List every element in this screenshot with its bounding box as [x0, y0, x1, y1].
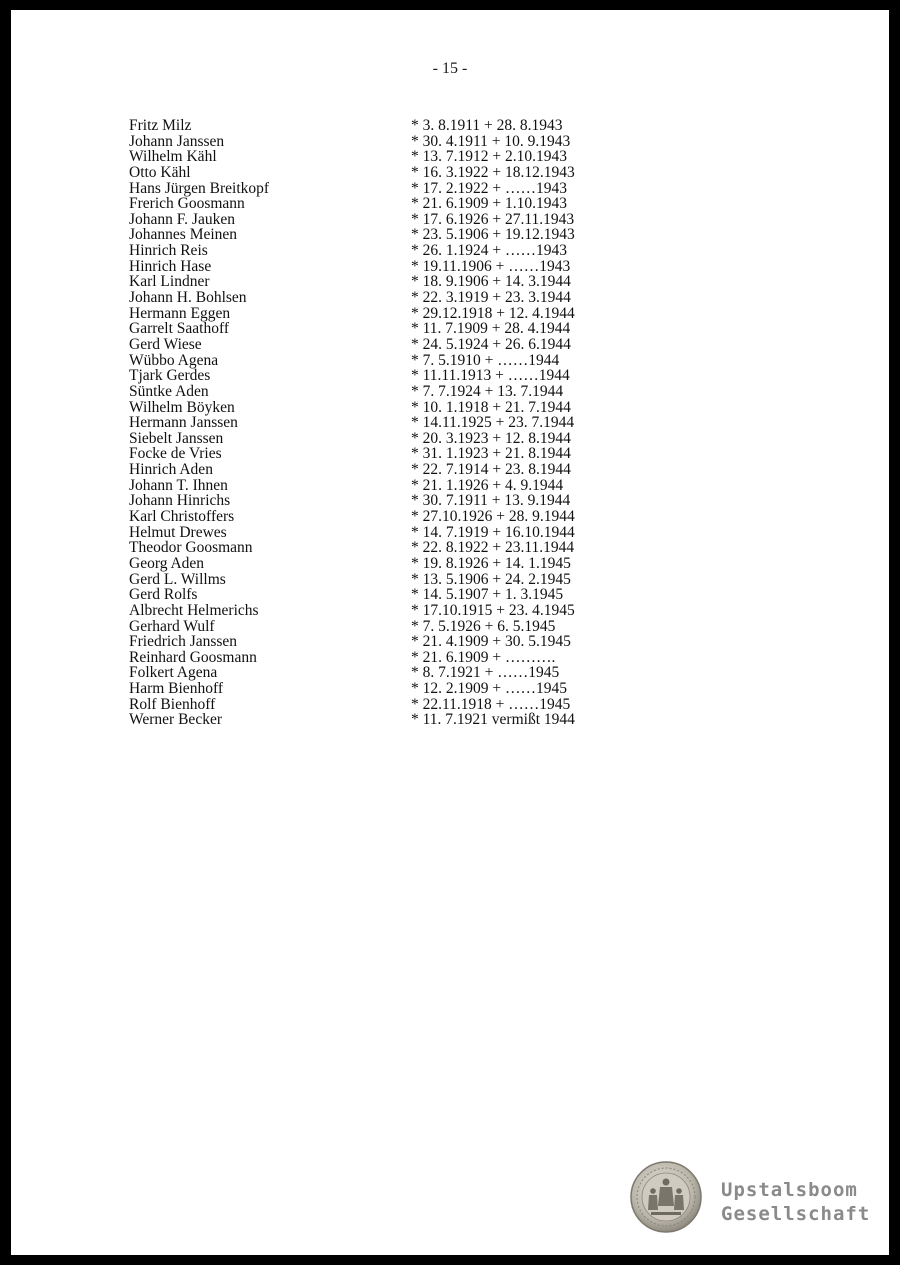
- person-name: Johannes Meinen: [129, 226, 238, 244]
- person-name: Karl Christoffers: [129, 508, 235, 526]
- list-item: [129, 572, 689, 588]
- life-dates: * 22.11.1918 + ……1945: [411, 695, 571, 713]
- person-name: Wilhelm Kähl: [129, 148, 217, 166]
- list-item: [129, 462, 689, 478]
- list-item: [129, 431, 689, 447]
- list-item: [129, 712, 689, 728]
- life-dates: * 14. 7.1919 + 16.10.1944: [411, 523, 575, 541]
- list-item: [129, 196, 689, 212]
- person-name: Wübbo Agena: [129, 351, 219, 369]
- person-name: Werner Becker: [129, 711, 222, 729]
- person-name: Johann F. Jauken: [129, 210, 235, 228]
- life-dates: * 23. 5.1906 + 19.12.1943: [411, 226, 575, 244]
- life-dates: * 19. 8.1926 + 14. 1.1945: [411, 554, 571, 572]
- person-name: Albrecht Helmerichs: [129, 601, 259, 619]
- list-item: [129, 478, 689, 494]
- seal-icon: [629, 1160, 703, 1234]
- person-name: Süntke Aden: [129, 382, 209, 400]
- person-name: Hinrich Aden: [129, 461, 213, 479]
- life-dates: * 21. 1.1926 + 4. 9.1944: [411, 476, 564, 494]
- list-item: [129, 556, 689, 572]
- life-dates: * 17.10.1915 + 23. 4.1945: [411, 601, 575, 619]
- list-item: [129, 290, 689, 306]
- person-name: Helmut Drewes: [129, 523, 227, 541]
- list-item: [129, 681, 689, 697]
- list-item: [129, 306, 689, 322]
- person-name: Tjark Gerdes: [129, 367, 211, 385]
- person-name: Otto Kähl: [129, 163, 191, 181]
- life-dates: * 17. 2.1922 + ……1943: [411, 179, 567, 197]
- society-name-line2: Gesellschaft: [721, 1203, 871, 1225]
- list-item: [129, 212, 689, 228]
- person-name: Hermann Eggen: [129, 304, 231, 322]
- list-item: [129, 415, 689, 431]
- list-item: [129, 134, 689, 150]
- life-dates: * 30. 7.1911 + 13. 9.1944: [411, 492, 571, 510]
- life-dates: * 11. 7.1921 vermißt 1944: [411, 711, 575, 729]
- society-name: [721, 1178, 870, 1226]
- life-dates: * 11. 7.1909 + 28. 4.1944: [411, 320, 571, 338]
- life-dates: * 22. 8.1922 + 23.11.1944: [411, 539, 575, 557]
- life-dates: * 7. 5.1910 + ……1944: [411, 351, 560, 369]
- list-item: [129, 149, 689, 165]
- list-item: [129, 650, 689, 666]
- person-name: Wilhelm Böyken: [129, 398, 235, 416]
- life-dates: * 21. 6.1909 + ……….: [411, 648, 556, 666]
- list-item: [129, 697, 689, 713]
- life-dates: * 7. 5.1926 + 6. 5.1945: [411, 617, 556, 635]
- life-dates: * 11.11.1913 + ……1944: [411, 367, 570, 385]
- person-name: Johann T. Ihnen: [129, 476, 228, 494]
- list-item: [129, 181, 689, 197]
- life-dates: * 30. 4.1911 + 10. 9.1943: [411, 132, 571, 150]
- person-name: Fritz Milz: [129, 117, 192, 134]
- life-dates: * 29.12.1918 + 12. 4.1944: [411, 304, 575, 322]
- person-name: Karl Lindner: [129, 273, 210, 291]
- person-name: Hermann Janssen: [129, 414, 238, 432]
- list-item: [129, 243, 689, 259]
- life-dates: * 31. 1.1923 + 21. 8.1944: [411, 445, 571, 463]
- person-name: Siebelt Janssen: [129, 429, 224, 447]
- list-item: [129, 493, 689, 509]
- list-item: [129, 634, 689, 650]
- list-item: [129, 587, 689, 603]
- life-dates: * 17. 6.1926 + 27.11.1943: [411, 210, 575, 228]
- person-name: Frerich Goosmann: [129, 195, 245, 213]
- life-dates: * 13. 5.1906 + 24. 2.1945: [411, 570, 571, 588]
- person-name: Friedrich Janssen: [129, 633, 238, 651]
- document-page: [11, 10, 889, 1255]
- life-dates: * 18. 9.1906 + 14. 3.1944: [411, 273, 571, 291]
- list-item: [129, 274, 689, 290]
- society-name-line1: Upstalsboom: [721, 1179, 858, 1201]
- life-dates: * 19.11.1906 + ……1943: [411, 257, 571, 275]
- life-dates: * 26. 1.1924 + ……1943: [411, 242, 567, 260]
- life-dates: * 13. 7.1912 + 2.10.1943: [411, 148, 567, 166]
- life-dates: * 10. 1.1918 + 21. 7.1944: [411, 398, 571, 416]
- person-name: Gerd L. Willms: [129, 570, 226, 588]
- person-name: Hinrich Reis: [129, 242, 208, 260]
- list-item: [129, 368, 689, 384]
- list-item: [129, 118, 689, 134]
- life-dates: * 14.11.1925 + 23. 7.1944: [411, 414, 575, 432]
- life-dates: * 24. 5.1924 + 26. 6.1944: [411, 335, 571, 353]
- person-name: Gerd Rolfs: [129, 586, 198, 604]
- life-dates: * 21. 6.1909 + 1.10.1943: [411, 195, 567, 213]
- life-dates: * 7. 7.1924 + 13. 7.1944: [411, 382, 564, 400]
- person-name: Harm Bienhoff: [129, 680, 223, 698]
- life-dates: * 16. 3.1922 + 18.12.1943: [411, 163, 575, 181]
- person-name: Hinrich Hase: [129, 257, 212, 275]
- list-item: [129, 525, 689, 541]
- life-dates: * 20. 3.1923 + 12. 8.1944: [411, 429, 571, 447]
- list-item: [129, 321, 689, 337]
- person-name: Garrelt Saathoff: [129, 320, 229, 338]
- list-item: [129, 509, 689, 525]
- list-item: [129, 337, 689, 353]
- person-name: Folkert Agena: [129, 664, 218, 682]
- list-item: [129, 603, 689, 619]
- casualty-list: [129, 118, 689, 728]
- person-name: Gerhard Wulf: [129, 617, 215, 635]
- list-item: [129, 400, 689, 416]
- life-dates: * 8. 7.1921 + ……1945: [411, 664, 560, 682]
- list-item: [129, 665, 689, 681]
- life-dates: * 22. 7.1914 + 23. 8.1944: [411, 461, 571, 479]
- person-name: Focke de Vries: [129, 445, 222, 463]
- life-dates: * 27.10.1926 + 28. 9.1944: [411, 508, 575, 526]
- life-dates: * 14. 5.1907 + 1. 3.1945: [411, 586, 564, 604]
- person-name: Johann Janssen: [129, 132, 225, 150]
- list-item: [129, 353, 689, 369]
- list-item: [129, 446, 689, 462]
- person-name: Johann H. Bohlsen: [129, 289, 247, 307]
- list-item: [129, 540, 689, 556]
- list-item: [129, 227, 689, 243]
- person-name: Reinhard Goosmann: [129, 648, 257, 666]
- life-dates: * 21. 4.1909 + 30. 5.1945: [411, 633, 571, 651]
- list-item: [129, 165, 689, 181]
- list-item: [129, 619, 689, 635]
- page-number: - 15 -: [432, 60, 468, 77]
- life-dates: * 22. 3.1919 + 23. 3.1944: [411, 289, 571, 307]
- person-name: Johann Hinrichs: [129, 492, 231, 510]
- person-name: Gerd Wiese: [129, 335, 202, 353]
- person-name: Rolf Bienhoff: [129, 695, 216, 713]
- person-name: Theodor Goosmann: [129, 539, 253, 557]
- person-name: Hans Jürgen Breitkopf: [129, 179, 270, 197]
- person-name: Georg Aden: [129, 554, 205, 572]
- life-dates: * 3. 8.1911 + 28. 8.1943: [411, 117, 563, 134]
- life-dates: * 12. 2.1909 + ……1945: [411, 680, 567, 698]
- list-item: [129, 259, 689, 275]
- list-item: [129, 384, 689, 400]
